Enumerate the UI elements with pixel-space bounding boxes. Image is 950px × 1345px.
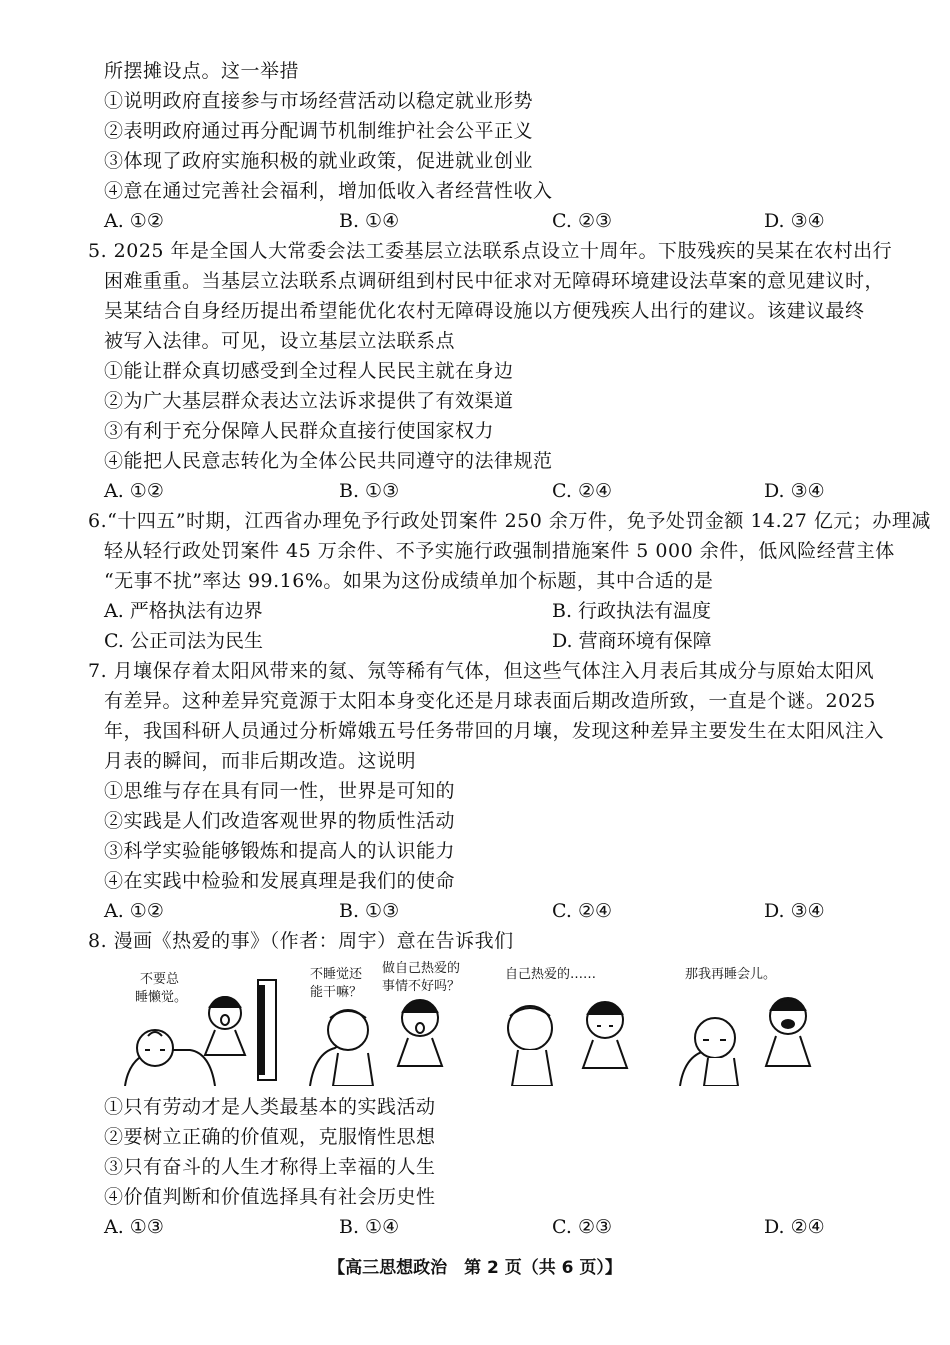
q7-stem-1: 7. 月壤保存着太阳风带来的氦、氖等稀有气体，但这些气体注入月表后其成分与原始太阳风: [88, 660, 875, 682]
q8-option-b[interactable]: B. ①④: [339, 1216, 400, 1238]
comic-illustration: [120, 958, 820, 1086]
q8-option-a[interactable]: A. ①③: [104, 1216, 164, 1238]
q6-option-d[interactable]: D. 营商环境有保障: [552, 630, 712, 652]
q5-stem-1: 5. 2025 年是全国人大常委会法工委基层立法联系点设立十周年。下肢残疾的吴某在农村出行: [88, 240, 893, 262]
q8-option-d[interactable]: D. ②④: [764, 1216, 825, 1238]
q8-item-3: ③只有奋斗的人生才称得上幸福的人生: [104, 1156, 436, 1178]
q6-option-c[interactable]: C. 公正司法为民生: [104, 630, 263, 652]
comic-panel-2-right-line-2: 事情不好吗？: [382, 979, 461, 994]
q5-options: [104, 476, 844, 506]
q4-stem-end: 所摆摊设点。这一举措: [104, 60, 300, 82]
q4-item-4: ④意在通过完善社会福利，增加低收入者经营性收入: [104, 180, 553, 202]
q7-option-d[interactable]: D. ③④: [764, 900, 825, 922]
q7-item-3: ③科学实验能够锻炼和提高人的认识能力: [104, 840, 456, 862]
q8-item-2: ②要树立正确的价值观，克服惰性思想: [104, 1126, 436, 1148]
q5-stem-2: 困难重重。当基层立法联系点调研组到村民中征求对无障碍环境建设法草案的意见建议时，: [104, 270, 885, 292]
q7-option-a[interactable]: A. ①②: [104, 900, 164, 922]
q7-stem-4: 月表的瞬间，而非后期改造。这说明: [104, 750, 417, 772]
q7-stem-2: 有差异。这种差异究竟源于太阳本身变化还是月球表面后期改造所致，一直是个谜。2025: [104, 690, 876, 712]
q5-option-c[interactable]: C. ②④: [552, 480, 613, 502]
q6-option-a[interactable]: A. 严格执法有边界: [104, 600, 263, 622]
comic-panel-2-left-line-1: 不睡觉还: [310, 967, 363, 982]
q8-item-1: ①只有劳动才是人类最基本的实践活动: [104, 1096, 436, 1118]
comic-panel-1: [125, 972, 276, 1086]
comic-panel-3-line: 自己热爱的……: [505, 967, 597, 982]
q8-options: [104, 1212, 844, 1242]
comic-panel-2: [310, 960, 460, 1086]
comic-panel-4-line: 那我再睡会儿。: [685, 967, 777, 982]
q6-stem-2: 轻从轻行政处罚案件 45 万余件、不予实施行政强制措施案件 5 000 余件，低风险经营主体: [104, 540, 895, 562]
q8-option-c[interactable]: C. ②③: [552, 1216, 613, 1238]
q5-item-2: ②为广大基层群众表达立法诉求提供了有效渠道: [104, 390, 514, 412]
comic-panel-1-line-1: 不要总: [140, 972, 180, 987]
q5-stem-4: 被写入法律。可见，设立基层立法联系点: [104, 330, 456, 352]
q8-stem: 8. 漫画《热爱的事》（作者：周宇）意在告诉我们: [88, 930, 514, 952]
q7-option-b[interactable]: B. ①③: [339, 900, 400, 922]
q5-item-4: ④能把人民意志转化为全体公民共同遵守的法律规范: [104, 450, 553, 472]
q5-item-3: ③有利于充分保障人民群众直接行使国家权力: [104, 420, 495, 442]
q6-stem-1: 6.“十四五”时期，江西省办理免予行政处罚案件 250 余万件，免予处罚金额 14.27 亿元；办理减: [88, 510, 931, 532]
q5-option-a[interactable]: A. ①②: [104, 480, 164, 502]
q7-options: [104, 896, 844, 926]
q5-item-1: ①能让群众真切感受到全过程人民民主就在身边: [104, 360, 514, 382]
q4-item-3: ③体现了政府实施积极的就业政策，促进就业创业: [104, 150, 534, 172]
comic-panel-2-right-line-1: 做自己热爱的: [382, 961, 461, 976]
comic-panel-2-left-line-2: 能干嘛？: [310, 985, 363, 1000]
q4-option-c[interactable]: C. ②③: [552, 210, 613, 232]
q7-option-c[interactable]: C. ②④: [552, 900, 613, 922]
q6-options-row-1: [104, 596, 844, 626]
comic-panel-1-line-2: 睡懒觉。: [135, 990, 188, 1005]
q7-item-2: ②实践是人们改造客观世界的物质性活动: [104, 810, 456, 832]
q7-item-4: ④在实践中检验和发展真理是我们的使命: [104, 870, 456, 892]
q6-option-b[interactable]: B. 行政执法有温度: [552, 600, 712, 622]
page-footer: 【高三思想政治 第 2 页（共 6 页）】: [328, 1258, 622, 1278]
q7-stem-3: 年，我国科研人员通过分析嫦娥五号任务带回的月壤，发现这种差异主要发生在太阳风注入: [104, 720, 885, 742]
comic-strip: [120, 958, 820, 1086]
comic-panel-3: [505, 966, 627, 1086]
q6-options-row-2: [104, 626, 844, 656]
q5-stem-3: 吴某结合自身经历提出希望能优化农村无障碍设施以方便残疾人出行的建议。该建议最终: [104, 300, 865, 322]
q4-option-a[interactable]: A. ①②: [104, 210, 164, 232]
q4-item-1: ①说明政府直接参与市场经营活动以稳定就业形势: [104, 90, 534, 112]
q4-option-d[interactable]: D. ③④: [764, 210, 825, 232]
q7-item-1: ①思维与存在具有同一性，世界是可知的: [104, 780, 456, 802]
q4-options: [104, 206, 844, 236]
q4-option-b[interactable]: B. ①④: [339, 210, 400, 232]
q5-option-d[interactable]: D. ③④: [764, 480, 825, 502]
q6-stem-3: “无事不扰”率达 99.16%。如果为这份成绩单加个标题，其中合适的是: [104, 570, 714, 592]
q8-item-4: ④价值判断和价值选择具有社会历史性: [104, 1186, 436, 1208]
comic-panel-4: [680, 967, 810, 1086]
q4-item-2: ②表明政府通过再分配调节机制维护社会公平正义: [104, 120, 534, 142]
q5-option-b[interactable]: B. ①③: [339, 480, 400, 502]
